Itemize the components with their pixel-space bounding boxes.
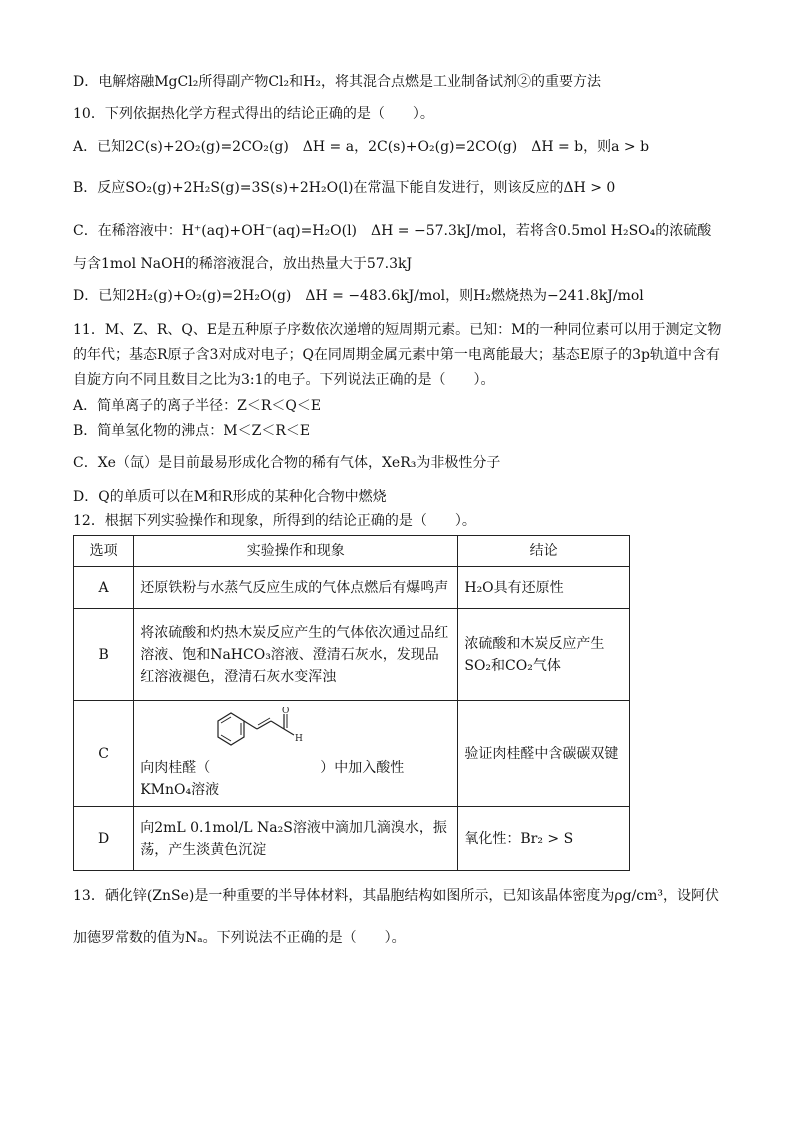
q9-option-d: D．电解熔融MgCl₂所得副产物Cl₂和H₂，将其混合点燃是工业制备试剂②的重要方法 bbox=[73, 74, 601, 90]
q11-option-b: B．简单氢化物的沸点：M＜Z＜R＜E bbox=[73, 423, 311, 439]
header-option: 选项 bbox=[74, 536, 134, 567]
row-operation-suffix: ）中加入酸性KMnO₄溶液 bbox=[140, 759, 405, 798]
cinnamaldehyde-structure bbox=[200, 707, 330, 757]
q10-option-c-line2: 与含1mol NaOH的稀溶液混合，放出热量大于57.3kJ bbox=[73, 256, 413, 272]
row-operation: 还原铁粉与水蒸气反应生成的气体点燃后有爆鸣声 bbox=[134, 567, 458, 609]
table-row bbox=[74, 701, 630, 807]
row-option: C bbox=[74, 701, 134, 807]
q13-stem-line2: 加德罗常数的值为Nₐ。下列说法不正确的是（ ）。 bbox=[73, 930, 406, 946]
q11-option-d: D．Q的单质可以在M和R形成的某种化合物中燃烧 bbox=[73, 489, 387, 505]
q10-option-d: D．已知2H₂(g)+O₂(g)=2H₂O(g) ΔH = −483.6kJ/mol，则H₂燃烧热为−241.8kJ/mol bbox=[73, 288, 644, 304]
row-conclusion: 氧化性：Br₂ > S bbox=[458, 807, 630, 871]
header-conclusion: 结论 bbox=[458, 536, 630, 567]
q10-option-a: A．已知2C(s)+2O₂(g)=2CO₂(g) ΔH = a，2C(s)+O₂(g)=2CO(g) ΔH = b，则a > b bbox=[73, 139, 650, 155]
q11-option-c: C．Xe（氙）是目前最易形成化合物的稀有气体，XeR₃为非极性分子 bbox=[73, 455, 501, 471]
table-row bbox=[74, 807, 630, 871]
table-header-row bbox=[74, 536, 630, 567]
row-option: B bbox=[74, 609, 134, 701]
row-conclusion: H₂O具有还原性 bbox=[458, 567, 630, 609]
header-operation: 实验操作和现象 bbox=[134, 536, 458, 567]
row-operation-prefix: 向肉桂醛（ bbox=[140, 759, 211, 776]
q10-option-c-line1: C．在稀溶液中：H⁺(aq)+OH⁻(aq)=H₂O(l) ΔH = −57.3kJ/mol，若将含0.5mol H₂SO₄的浓硫酸 bbox=[73, 223, 712, 239]
table-row bbox=[74, 567, 630, 609]
aldehyde-oxygen-label: O bbox=[282, 706, 290, 716]
q11-stem: 11．M、Z、R、Q、E是五种原子序数依次递增的短周期元素。已知：M的一种同位素可以用于测定文物的年代；基态R原子含3对成对电子；Q在同周期金属元素中第一电离能最大；基态E原子的3p轨道中含有自旋方向不同且数目之比为3:1的电子。下列说法正确的是（ ）。 bbox=[73, 322, 722, 388]
row-operation: 向2mL 0.1mol/L Na₂S溶液中滴加几滴溴水，振荡，产生淡黄色沉淀 bbox=[134, 807, 458, 871]
q10-option-b: B．反应SO₂(g)+2H₂S(g)=3S(s)+2H₂O(l)在常温下能自发进行，则该反应的ΔH > 0 bbox=[73, 180, 616, 196]
q12-stem: 12．根据下列实验操作和现象，所得到的结论正确的是（ ）。 bbox=[73, 513, 476, 529]
q10-stem: 10．下列依据热化学方程式得出的结论正确的是（ ）。 bbox=[73, 106, 434, 122]
q11-option-a: A．简单离子的离子半径：Z＜R＜Q＜E bbox=[73, 398, 322, 414]
experiment-table bbox=[73, 535, 630, 871]
row-option: D bbox=[74, 807, 134, 871]
q13-stem-line1: 13．硒化锌(ZnSe)是一种重要的半导体材料，其晶胞结构如图所示，已知该晶体密度为ρg/cm³，设阿伏 bbox=[73, 888, 719, 904]
aldehyde-hydrogen-label: H bbox=[295, 733, 304, 744]
row-option: A bbox=[74, 567, 134, 609]
table-row bbox=[74, 609, 630, 701]
row-operation: 将浓硫酸和灼热木炭反应产生的气体依次通过品红溶液、饱和NaHCO₃溶液、澄清石灰水，发现品红溶液褪色，澄清石灰水变浑浊 bbox=[134, 609, 458, 701]
row-conclusion: 验证肉桂醛中含碳碳双键 bbox=[458, 701, 630, 807]
row-operation bbox=[134, 701, 458, 807]
row-conclusion: 浓硫酸和木炭反应产生SO₂和CO₂气体 bbox=[458, 609, 630, 701]
